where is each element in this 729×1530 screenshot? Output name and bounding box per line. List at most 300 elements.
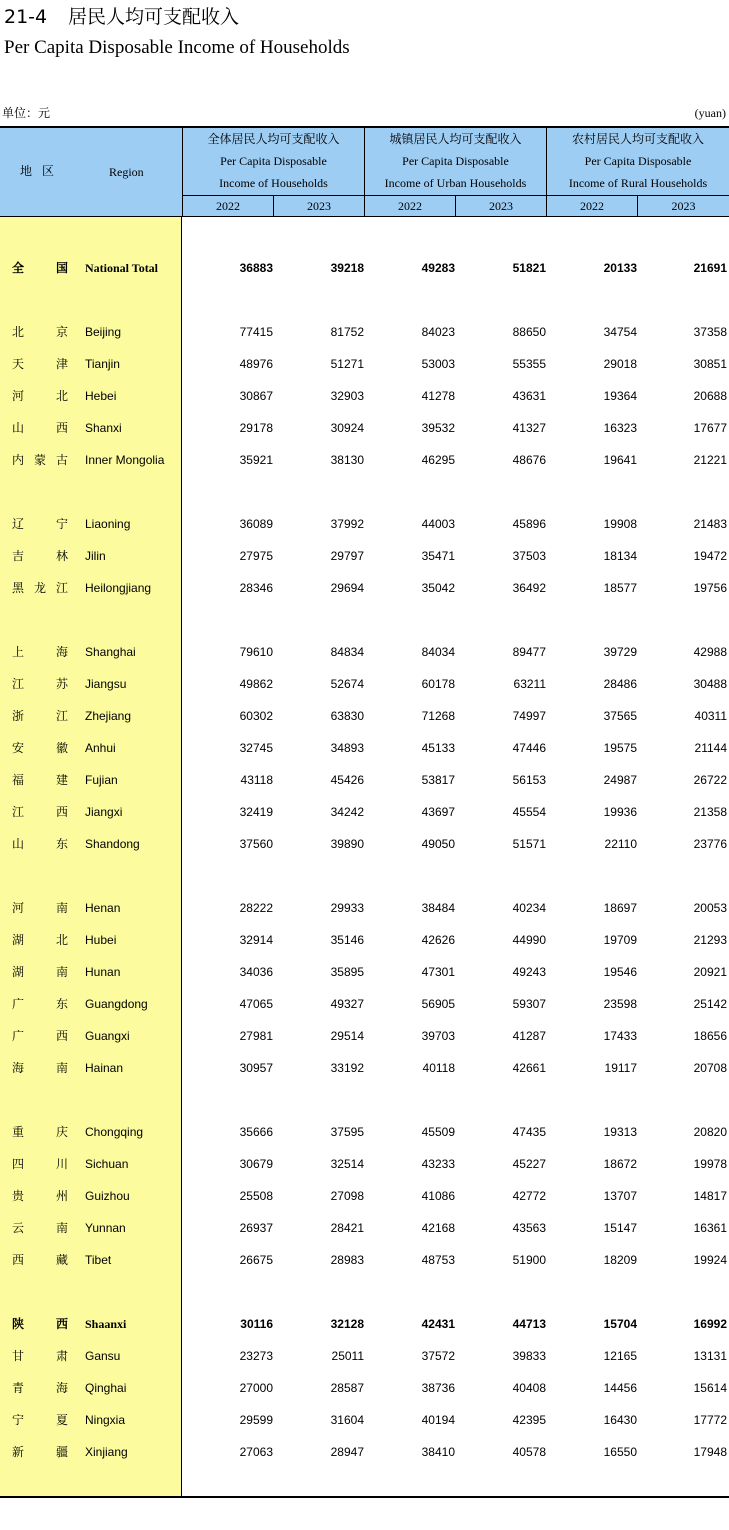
table-row [0, 930, 729, 950]
income-value: 42772 [512, 1189, 546, 1203]
income-value: 49327 [330, 997, 364, 1011]
region-name-zh: 湖 南 [12, 965, 68, 979]
income-value: 17948 [693, 1445, 727, 1459]
income-value: 37560 [239, 837, 273, 851]
income-value: 22110 [604, 837, 637, 851]
region-name-zh: 内 蒙 古 [12, 453, 68, 467]
region-name-zh: 云 南 [12, 1221, 68, 1235]
income-value: 39703 [421, 1029, 455, 1043]
region-name-en: Hebei [85, 389, 117, 403]
region-name-en: Henan [85, 901, 121, 915]
income-value: 35921 [239, 453, 273, 467]
table-row [0, 994, 729, 1014]
table-row [0, 642, 729, 662]
table-row [0, 354, 729, 374]
income-value: 25508 [239, 1189, 273, 1203]
table-row [0, 770, 729, 790]
income-value: 19908 [603, 517, 637, 531]
table-row [0, 450, 729, 470]
income-value: 45509 [421, 1125, 455, 1139]
income-value: 19936 [603, 805, 637, 819]
income-value: 43563 [512, 1221, 546, 1235]
income-value: 30851 [693, 357, 727, 371]
income-value: 12165 [603, 1349, 637, 1363]
header-divider [455, 195, 456, 217]
income-value: 35042 [421, 581, 455, 595]
region-name-zh: 山 西 [12, 421, 68, 435]
income-value: 34754 [603, 325, 637, 339]
income-value: 28421 [330, 1221, 364, 1235]
income-value: 29018 [603, 357, 637, 371]
unit-label: 单位：元 [2, 106, 51, 120]
income-value: 26675 [239, 1253, 273, 1267]
income-value: 30679 [239, 1157, 273, 1171]
income-value: 34242 [330, 805, 364, 819]
header-divider [637, 195, 638, 217]
year-header: 2022 [398, 199, 422, 213]
income-value: 21483 [693, 517, 727, 531]
table-row [0, 258, 729, 278]
table-row [0, 322, 729, 342]
region-name-en: Xinjiang [85, 1445, 128, 1459]
region-name-en: Guangxi [85, 1029, 130, 1043]
income-value: 40194 [421, 1413, 455, 1427]
income-value: 28486 [603, 677, 637, 691]
income-value: 13131 [693, 1349, 727, 1363]
income-value: 19924 [693, 1253, 727, 1267]
header-group-urban [365, 128, 546, 194]
header-divider [546, 128, 547, 217]
income-value: 19472 [693, 549, 727, 563]
income-value: 35471 [421, 549, 455, 563]
income-value: 49243 [512, 965, 546, 979]
region-name-en: National Total [85, 261, 159, 275]
income-value: 84834 [330, 645, 364, 659]
income-value: 51821 [512, 261, 546, 275]
income-value: 42168 [421, 1221, 455, 1235]
table-row [0, 1218, 729, 1238]
income-value: 36492 [512, 581, 546, 595]
table-row [0, 514, 729, 534]
income-value: 17433 [603, 1029, 637, 1043]
income-value: 27063 [239, 1445, 273, 1459]
income-value: 45896 [512, 517, 546, 531]
region-name-zh: 黑 龙 江 [12, 581, 68, 595]
income-value: 16430 [603, 1413, 637, 1427]
income-value: 18672 [603, 1157, 637, 1171]
region-name-en: Guangdong [85, 997, 148, 1011]
year-header: 2023 [489, 199, 513, 213]
region-name-zh: 山 东 [12, 837, 68, 851]
income-value: 32745 [239, 741, 273, 755]
header-group-en1: Per Capita Disposable [220, 154, 327, 168]
header-divider [273, 195, 274, 217]
income-value: 19546 [603, 965, 637, 979]
region-name-zh: 贵 州 [12, 1189, 68, 1203]
region-name-zh: 上 海 [12, 645, 68, 659]
region-name-en: Shandong [85, 837, 140, 851]
region-name-zh: 甘 肃 [12, 1349, 68, 1363]
region-name-en: Shaanxi [85, 1317, 127, 1331]
region-name-zh: 河 北 [12, 389, 68, 403]
income-value: 45426 [330, 773, 364, 787]
income-value: 51571 [512, 837, 546, 851]
region-name-en: Hubei [85, 933, 117, 947]
income-value: 51900 [512, 1253, 546, 1267]
income-value: 14817 [693, 1189, 727, 1203]
income-value: 28346 [239, 581, 273, 595]
table-row [0, 706, 729, 726]
income-value: 16550 [603, 1445, 637, 1459]
income-value: 30116 [240, 1317, 273, 1331]
income-value: 39532 [421, 421, 455, 435]
income-value: 17772 [693, 1413, 727, 1427]
header-group-en1: Per Capita Disposable [584, 154, 692, 168]
income-value: 59307 [512, 997, 546, 1011]
income-value: 43631 [512, 389, 546, 403]
income-value: 37358 [693, 325, 727, 339]
table-header [0, 128, 729, 217]
income-value: 56153 [512, 773, 546, 787]
region-name-zh: 吉 林 [12, 549, 68, 563]
region-name-en: Qinghai [85, 1381, 127, 1395]
table-row [0, 1346, 729, 1366]
region-name-en: Ningxia [85, 1413, 126, 1427]
income-value: 16992 [693, 1317, 727, 1331]
region-name-zh: 广 东 [12, 997, 68, 1011]
income-value: 21293 [693, 933, 727, 947]
income-value: 20053 [693, 901, 727, 915]
income-value: 63211 [513, 677, 546, 691]
income-value: 88650 [512, 325, 546, 339]
income-value: 39729 [603, 645, 637, 659]
income-value: 19641 [603, 453, 637, 467]
income-value: 28222 [239, 901, 273, 915]
table-row [0, 898, 729, 918]
income-value: 29599 [239, 1413, 273, 1427]
income-value: 24987 [603, 773, 637, 787]
income-value: 29797 [330, 549, 364, 563]
income-value: 34036 [239, 965, 273, 979]
income-table [0, 126, 729, 1498]
table-row [0, 546, 729, 566]
income-value: 36883 [239, 261, 273, 275]
table-row [0, 1154, 729, 1174]
table-row [0, 1410, 729, 1430]
income-value: 18656 [693, 1029, 727, 1043]
table-row [0, 1026, 729, 1046]
region-name-zh: 西 藏 [12, 1253, 68, 1267]
income-value: 32419 [239, 805, 273, 819]
region-name-en: Zhejiang [85, 709, 132, 723]
income-value: 42988 [693, 645, 727, 659]
income-value: 18697 [603, 901, 637, 915]
income-value: 20820 [693, 1125, 727, 1139]
income-value: 89477 [512, 645, 546, 659]
region-name-en: Shanxi [85, 421, 122, 435]
region-name-en: Hunan [85, 965, 121, 979]
income-value: 55355 [512, 357, 546, 371]
income-value: 29694 [330, 581, 364, 595]
income-value: 19978 [693, 1157, 727, 1171]
table-row [0, 1250, 729, 1270]
income-value: 15704 [603, 1317, 637, 1331]
income-value: 16323 [603, 421, 637, 435]
income-value: 41287 [512, 1029, 546, 1043]
income-value: 15147 [603, 1221, 637, 1235]
income-value: 37572 [421, 1349, 455, 1363]
income-value: 39833 [512, 1349, 546, 1363]
income-value: 41278 [421, 389, 455, 403]
income-value: 42661 [512, 1061, 546, 1075]
table-row [0, 386, 729, 406]
region-name-zh: 福 建 [12, 773, 68, 787]
income-value: 35895 [330, 965, 364, 979]
table-row [0, 1314, 729, 1334]
region-name-zh: 江 西 [12, 805, 68, 819]
income-value: 49050 [421, 837, 455, 851]
table-row [0, 1186, 729, 1206]
income-value: 34893 [330, 741, 364, 755]
income-value: 47065 [239, 997, 273, 1011]
income-value: 20708 [693, 1061, 727, 1075]
income-value: 43118 [240, 773, 273, 787]
income-value: 32914 [239, 933, 273, 947]
income-value: 19117 [604, 1061, 637, 1075]
region-name-zh: 海 南 [12, 1061, 68, 1075]
income-value: 63830 [330, 709, 364, 723]
region-name-zh: 重 庆 [12, 1125, 68, 1139]
income-value: 35666 [239, 1125, 273, 1139]
income-value: 42431 [421, 1317, 455, 1331]
region-name-zh: 新 疆 [12, 1445, 68, 1459]
income-value: 30488 [693, 677, 727, 691]
income-value: 44990 [512, 933, 546, 947]
income-value: 32903 [330, 389, 364, 403]
income-value: 19364 [603, 389, 637, 403]
income-value: 40311 [694, 709, 727, 723]
header-group-rural [547, 128, 729, 194]
income-value: 44003 [421, 517, 455, 531]
income-value: 37503 [512, 549, 546, 563]
region-name-en: Jiangxi [85, 805, 123, 819]
income-value: 84023 [421, 325, 455, 339]
income-value: 45133 [421, 741, 455, 755]
income-value: 19709 [603, 933, 637, 947]
region-name-zh: 陕 西 [12, 1317, 68, 1331]
income-value: 29178 [239, 421, 273, 435]
income-value: 32514 [330, 1157, 364, 1171]
income-value: 19575 [603, 741, 637, 755]
income-value: 32128 [330, 1317, 364, 1331]
income-value: 35146 [330, 933, 364, 947]
region-name-zh: 全 国 [12, 261, 68, 275]
income-value: 28983 [330, 1253, 364, 1267]
header-divider [364, 128, 365, 217]
header-group-en2: Income of Urban Households [384, 176, 527, 190]
header-divider [182, 128, 183, 217]
income-value: 56905 [421, 997, 455, 1011]
income-value: 41086 [421, 1189, 455, 1203]
income-value: 39890 [330, 837, 364, 851]
income-value: 38736 [421, 1381, 455, 1395]
income-value: 42395 [512, 1413, 546, 1427]
table-row [0, 738, 729, 758]
header-group-en1: Per Capita Disposable [402, 154, 509, 168]
income-value: 26722 [693, 773, 727, 787]
region-name-zh: 广 西 [12, 1029, 68, 1043]
region-name-zh: 浙 江 [12, 709, 68, 723]
income-value: 40234 [512, 901, 546, 915]
income-value: 16361 [693, 1221, 727, 1235]
table-title-en: Per Capita Disposable Income of Households [4, 37, 350, 58]
table-row [0, 1378, 729, 1398]
income-value: 38410 [421, 1445, 455, 1459]
region-name-zh: 江 苏 [12, 677, 68, 691]
table-row [0, 1442, 729, 1462]
income-value: 27098 [330, 1189, 364, 1203]
region-name-en: Fujian [85, 773, 118, 787]
income-value: 28947 [330, 1445, 364, 1459]
income-value: 13707 [603, 1189, 637, 1203]
income-value: 37565 [603, 709, 637, 723]
table-row [0, 834, 729, 854]
income-value: 23598 [603, 997, 637, 1011]
income-value: 47446 [512, 741, 546, 755]
income-value: 45227 [512, 1157, 546, 1171]
header-divider [182, 195, 729, 196]
year-header: 2023 [671, 199, 696, 213]
region-name-en: Beijing [85, 325, 122, 339]
header-group-zh: 农村居民人均可支配收入 [571, 132, 704, 146]
region-header-zh: 地区 [20, 164, 65, 178]
table-row [0, 802, 729, 822]
income-value: 38484 [421, 901, 455, 915]
income-value: 26937 [239, 1221, 273, 1235]
income-value: 21358 [693, 805, 727, 819]
income-value: 47301 [421, 965, 455, 979]
region-name-zh: 青 海 [12, 1381, 68, 1395]
income-value: 48676 [512, 453, 546, 467]
income-value: 27981 [239, 1029, 273, 1043]
income-value: 36089 [239, 517, 273, 531]
income-value: 17677 [693, 421, 727, 435]
income-value: 77415 [239, 325, 273, 339]
income-value: 21691 [693, 261, 727, 275]
region-header-en: Region [109, 165, 144, 179]
income-value: 31604 [330, 1413, 364, 1427]
income-value: 20688 [693, 389, 727, 403]
region-name-en: Chongqing [85, 1125, 144, 1139]
year-header: 2022 [216, 199, 240, 213]
income-value: 37595 [330, 1125, 364, 1139]
income-value: 49283 [421, 261, 455, 275]
region-name-zh: 天 津 [12, 357, 68, 371]
income-value: 15614 [693, 1381, 727, 1395]
region-name-zh: 北 京 [12, 325, 68, 339]
income-value: 43233 [421, 1157, 455, 1171]
income-value: 33192 [330, 1061, 364, 1075]
income-value: 30924 [330, 421, 364, 435]
region-name-zh: 安 徽 [12, 741, 68, 755]
table-title-zh: 居民人均可支配收入 [68, 6, 240, 28]
region-name-en: Tianjin [85, 357, 120, 371]
header-group-all [183, 128, 364, 194]
header-group-en2: Income of Rural Households [568, 176, 708, 190]
income-value: 20921 [693, 965, 727, 979]
income-value: 52674 [330, 677, 364, 691]
income-value: 37992 [330, 517, 364, 531]
income-value: 81752 [330, 325, 364, 339]
region-name-en: Tibet [85, 1253, 112, 1267]
region-name-en: Liaoning [85, 517, 131, 531]
income-value: 30957 [239, 1061, 273, 1075]
income-value: 40578 [512, 1445, 546, 1459]
income-value: 25011 [331, 1349, 364, 1363]
income-value: 39218 [330, 261, 364, 275]
region-name-en: Shanghai [85, 645, 136, 659]
income-value: 19756 [693, 581, 727, 595]
table-row [0, 1122, 729, 1142]
income-value: 74997 [512, 709, 546, 723]
header-group-zh: 全体居民人均可支配收入 [207, 132, 340, 146]
income-value: 25142 [693, 997, 727, 1011]
income-value: 18577 [603, 581, 637, 595]
income-value: 23273 [239, 1349, 273, 1363]
income-value: 60302 [239, 709, 273, 723]
region-column [0, 217, 182, 1496]
income-value: 43697 [421, 805, 455, 819]
region-name-en: Guizhou [85, 1189, 130, 1203]
table-row [0, 962, 729, 982]
income-value: 29933 [330, 901, 364, 915]
income-value: 79610 [239, 645, 273, 659]
income-value: 40408 [512, 1381, 546, 1395]
income-value: 71268 [421, 709, 455, 723]
income-value: 45554 [512, 805, 546, 819]
region-name-en: Inner Mongolia [85, 453, 165, 467]
region-name-zh: 宁 夏 [12, 1413, 68, 1427]
income-value: 29514 [330, 1029, 364, 1043]
table-row [0, 578, 729, 598]
income-value: 27975 [239, 549, 273, 563]
income-value: 53003 [421, 357, 455, 371]
income-value: 38130 [330, 453, 364, 467]
income-value: 20133 [603, 261, 637, 275]
income-value: 84034 [421, 645, 455, 659]
income-value: 49862 [239, 677, 273, 691]
income-value: 18209 [603, 1253, 637, 1267]
income-value: 23776 [693, 837, 727, 851]
income-value: 53817 [421, 773, 455, 787]
region-name-en: Jilin [85, 549, 106, 563]
region-name-en: Jiangsu [85, 677, 127, 691]
region-name-en: Sichuan [85, 1157, 129, 1171]
region-name-zh: 四 川 [12, 1157, 68, 1171]
region-name-en: Gansu [85, 1349, 121, 1363]
income-value: 51271 [330, 357, 364, 371]
income-value: 30867 [239, 389, 273, 403]
region-name-en: Hainan [85, 1061, 124, 1075]
income-value: 60178 [421, 677, 455, 691]
income-value: 14456 [603, 1381, 637, 1395]
income-value: 19313 [603, 1125, 637, 1139]
income-value: 48976 [239, 357, 273, 371]
year-header: 2022 [580, 199, 604, 213]
region-name-zh: 河 南 [12, 901, 68, 915]
table-number: 21-4 [4, 6, 48, 28]
region-name-en: Anhui [85, 741, 116, 755]
